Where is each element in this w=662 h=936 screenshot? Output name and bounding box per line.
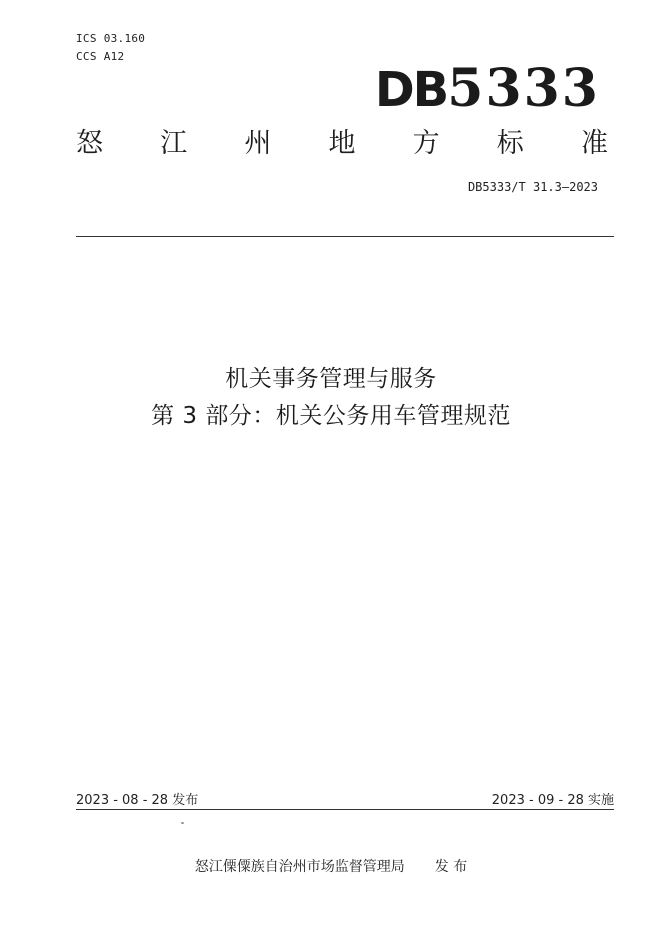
standard-type-char: 标 bbox=[496, 128, 524, 159]
issuer-name: 怒江傈僳族自治州市场监督管理局 bbox=[194, 859, 405, 875]
ccs-code: CCS A12 bbox=[76, 50, 125, 63]
standard-type-char: 州 bbox=[244, 128, 272, 159]
logo-prefix: DB bbox=[374, 62, 448, 118]
standard-logo bbox=[374, 58, 600, 119]
ics-code: ICS 03.160 bbox=[76, 32, 146, 45]
publish-date: 2023 - 08 - 28 发布 bbox=[76, 793, 199, 808]
issuer-action: 发 布 bbox=[434, 859, 468, 875]
standard-type-char: 地 bbox=[328, 128, 356, 159]
implement-date: 2023 - 09 - 28 实施 bbox=[491, 793, 614, 808]
title-line-2: 第 3 部分：机关公务用车管理规范 bbox=[151, 403, 511, 429]
standard-type bbox=[76, 124, 608, 164]
standard-type-char: 准 bbox=[580, 128, 608, 159]
bottom-divider bbox=[76, 809, 614, 810]
document-title bbox=[0, 362, 662, 433]
logo-number: 5333 bbox=[447, 58, 600, 119]
scan-speck bbox=[181, 822, 184, 824]
issuer-line bbox=[0, 856, 662, 876]
standard-type-char: 方 bbox=[412, 128, 440, 159]
top-divider bbox=[76, 236, 614, 237]
standard-type-char: 江 bbox=[160, 128, 188, 159]
title-line-1: 机关事务管理与服务 bbox=[225, 366, 437, 392]
standard-number: DB5333/T 31.3—2023 bbox=[467, 180, 598, 194]
standard-type-char: 怒 bbox=[76, 128, 103, 159]
